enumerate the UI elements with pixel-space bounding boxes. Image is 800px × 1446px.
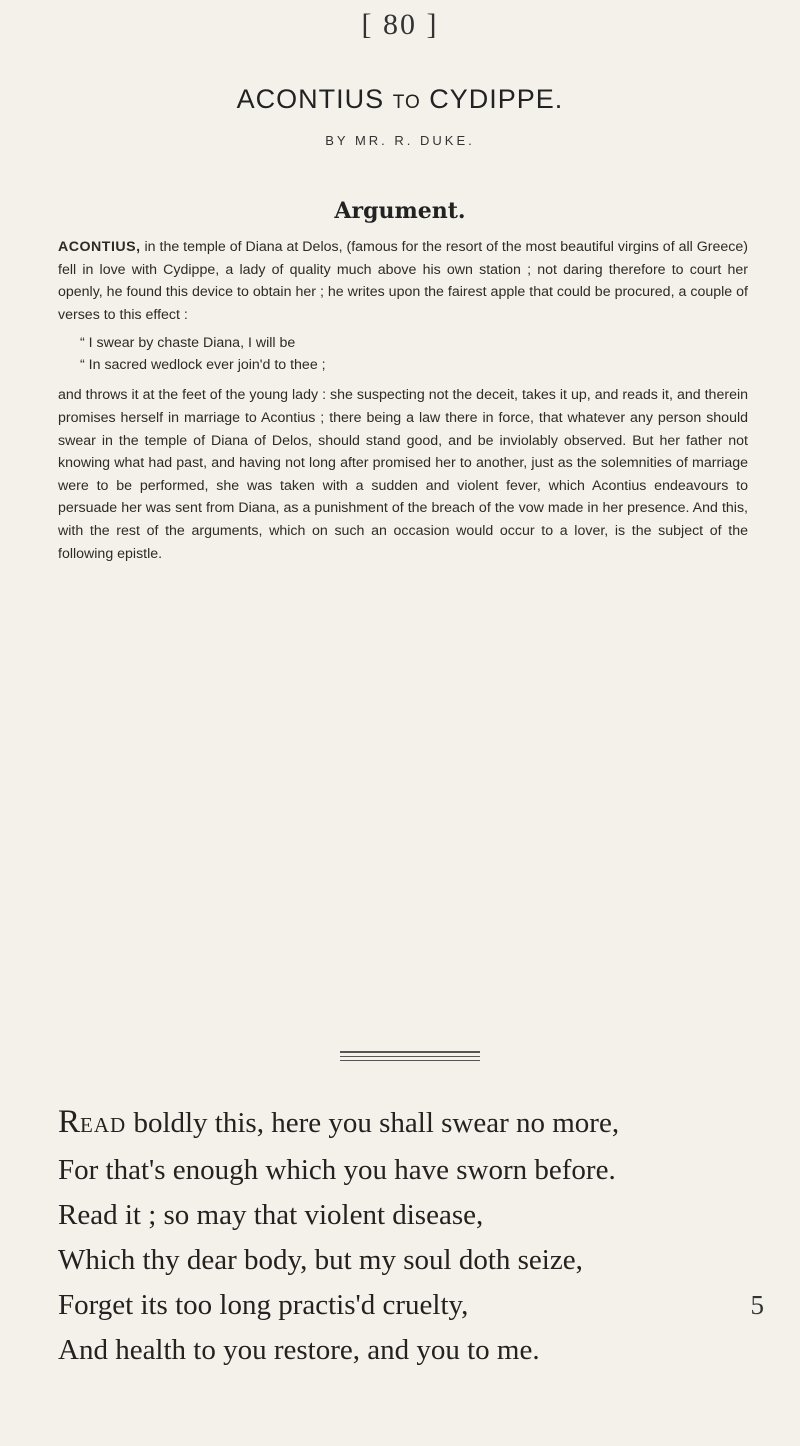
title-connector: TO — [392, 92, 421, 113]
byline: BY MR. R. DUKE. — [325, 133, 475, 148]
poem-first-word-cap: R — [58, 1104, 81, 1140]
argument-first-word: ACONTIUS, — [58, 239, 141, 255]
apple-couplet — [80, 332, 748, 376]
poem-line-1 — [58, 1100, 758, 1148]
poem-line-6: And health to you restore, and you to me. — [58, 1334, 540, 1366]
poem-line-3: Read it ; so may that violent disease, — [58, 1199, 484, 1231]
poem-title — [0, 84, 800, 115]
divider-rule-1 — [340, 1051, 480, 1053]
line-number: 5 — [750, 1290, 764, 1320]
poem-line-4: Which thy dear body, but my soul doth seize, — [58, 1244, 583, 1276]
divider-rule-3 — [340, 1060, 480, 1061]
section-divider — [340, 1051, 480, 1064]
title-author: ACONTIUS — [236, 84, 385, 114]
argument-text — [58, 236, 748, 565]
poem-body — [58, 1100, 764, 1373]
couplet-line-1: “ I swear by chaste Diana, I will be — [80, 335, 296, 352]
poem-line-1-text: boldly this, here you shall swear no more, — [126, 1107, 620, 1139]
poem-first-word — [58, 1104, 127, 1140]
argument-paragraph-1 — [58, 236, 748, 326]
poem-first-word-rest: EAD — [80, 1113, 127, 1137]
couplet-line-2: “ In sacred wedlock ever join'd to thee ; — [80, 357, 326, 374]
divider-rule-2 — [340, 1056, 480, 1057]
argument-paragraph-2: and throws it at the feet of the young lady : she suspecting not the deceit, takes it up, and reads it, and therein promises herself in marriage to Acontius ; there being a law there in force, that whatever any person should swear in the temple of Diana of Delos, should stand good, and be inviolably observed. But her father not knowing what had past, and having not long after promised her to another, just as the solemnities of marriage were to be performed, she was taken with a sudden and violent fever, which Acontius endeavours to persuade her was sent from Diana, as a punishment of the breach of the vow made in her presence. And this, with the rest of the arguments, which on such an occasion would occur to a lover, is the subject of the following epistle. — [58, 387, 748, 562]
page-number: [ 80 ] — [361, 8, 439, 41]
argument-paragraph-1-text: in the temple of Diana at Delos, (famous for the resort of the most beautiful virgins of all Greece) fell in love with Cydippe, a lady of quality much above his own station ; not daring therefore to court her openly, he found this device to obtain her ; he writes upon the fairest apple that could be procured, a couple of verses to this effect : — [58, 239, 748, 323]
poem-line-5 — [58, 1283, 764, 1328]
poem-line-5-text: Forget its too long practis'd cruelty, — [58, 1289, 469, 1321]
argument-heading: Argument. — [334, 198, 466, 224]
poem-line-2: For that's enough which you have sworn before. — [58, 1154, 616, 1186]
title-recipient: CYDIPPE. — [429, 84, 564, 114]
